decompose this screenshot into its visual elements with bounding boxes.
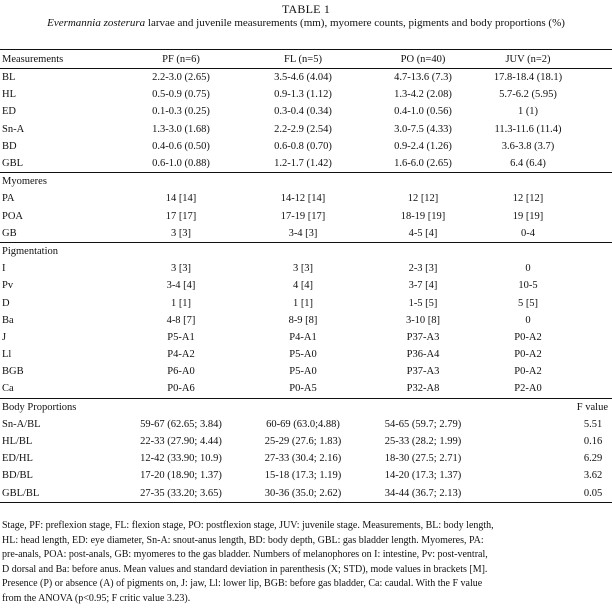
- cell-pf: 17 [17]: [165, 210, 197, 222]
- row-label: BD: [2, 140, 17, 152]
- cell-juv: 1 (1): [517, 106, 539, 118]
- cell-fl: 25-29 (27.6; 1.83): [264, 436, 342, 448]
- cell-juv: 0-4: [521, 227, 535, 239]
- cell-juv: 5 [5]: [517, 297, 539, 309]
- footnote-line: from the ANOVA (p<0.95; F critic value 3.23).: [2, 592, 191, 604]
- cell-pf: 0.6-1.0 (0.88): [152, 158, 210, 170]
- cell-fl: 0.3-0.4 (0.34): [274, 106, 332, 118]
- cell-juv: P2-A0: [514, 383, 542, 395]
- cell-fl: P5-A0: [289, 366, 317, 378]
- cell-empty: [574, 380, 612, 398]
- row-label: ED: [2, 106, 16, 118]
- cell-pf: 12-42 (33.90; 10.9): [140, 453, 222, 465]
- cell-empty: [574, 121, 612, 138]
- cell-po: 3-7 [4]: [408, 280, 438, 292]
- row-label: Ba: [2, 314, 14, 326]
- cell-po: 0.9-2.4 (1.26): [394, 140, 452, 152]
- cell-po: P37-A3: [406, 366, 440, 378]
- cell-po: 4.7-13.6 (7.3): [394, 72, 452, 84]
- section-proportions-title: Body Proportions: [0, 398, 574, 416]
- section-myomeres: [0, 173, 612, 191]
- cell-empty: [574, 312, 612, 329]
- row-label: Ll: [2, 349, 12, 361]
- cell-pf: P5-A1: [167, 331, 195, 343]
- row-label: GBL: [2, 158, 23, 170]
- table-row: [0, 138, 612, 155]
- cell-pf: 3 [3]: [170, 263, 192, 275]
- cell-pf: 3 [3]: [170, 227, 192, 239]
- cell-po: 1-5 [5]: [408, 297, 438, 309]
- cell-empty: [482, 467, 574, 484]
- cell-juv: 10-5: [518, 280, 538, 292]
- cell-po: 18-19 [19]: [400, 210, 446, 222]
- cell-pf: 3-4 [4]: [166, 280, 196, 292]
- cell-juv: 12 [12]: [512, 193, 544, 205]
- cell-empty: [574, 190, 612, 207]
- cell-po: 25-33 (28.2; 1.99): [384, 436, 462, 448]
- header-juv: JUV (n=2): [482, 50, 574, 69]
- cell-empty: [574, 277, 612, 294]
- cell-po: 4-5 [4]: [408, 227, 438, 239]
- header-po: PO (n=40): [364, 50, 482, 69]
- cell-f: 5.51: [583, 418, 603, 430]
- cell-fl: 27-33 (30.4; 2.16): [264, 453, 342, 465]
- header-row: [0, 50, 612, 69]
- cell-po: P32-A8: [406, 383, 440, 395]
- table-row: [0, 363, 612, 380]
- cell-fl: 4 [4]: [292, 280, 314, 292]
- data-table: [0, 49, 612, 503]
- row-label: Ca: [2, 383, 14, 395]
- row-label: J: [2, 331, 7, 343]
- table-caption: [0, 17, 612, 29]
- cell-empty: [574, 103, 612, 120]
- cell-fl: 0.9-1.3 (1.12): [274, 89, 332, 101]
- cell-empty: [574, 294, 612, 311]
- row-label: BGB: [2, 366, 24, 378]
- table-row: [0, 450, 612, 467]
- cell-fl: 3.5-4.6 (4.04): [274, 72, 332, 84]
- caption-species: Evermannia zosterura: [47, 17, 146, 29]
- cell-fl: 17-19 [17]: [280, 210, 326, 222]
- cell-po: 3-10 [8]: [405, 314, 441, 326]
- cell-fl: 14-12 [14]: [280, 193, 326, 205]
- row-label: Sn-A: [2, 123, 25, 135]
- cell-po: 0.4-1.0 (0.56): [394, 106, 452, 118]
- row-label: ED/HL: [2, 453, 33, 465]
- table-row: [0, 294, 612, 311]
- cell-juv: 3.6-3.8 (3.7): [501, 140, 555, 152]
- cell-po: 1.6-6.0 (2.65): [394, 158, 452, 170]
- row-label: GB: [2, 227, 17, 239]
- cell-pf: 2.2-3.0 (2.65): [152, 72, 210, 84]
- table-row: [0, 103, 612, 120]
- cell-empty: [574, 138, 612, 155]
- cell-pf: 0.5-0.9 (0.75): [152, 89, 210, 101]
- table-row: [0, 155, 612, 173]
- cell-pf: 1 [1]: [170, 297, 192, 309]
- cell-po: 34-44 (36.7; 2.13): [364, 485, 482, 503]
- table-title: TABLE 1: [281, 2, 331, 16]
- table-row: [0, 86, 612, 103]
- section-pigmentation-title: Pigmentation: [0, 242, 612, 260]
- row-label: I: [2, 263, 6, 275]
- cell-pf: 14 [14]: [165, 193, 197, 205]
- section-myomeres-title: Myomeres: [0, 173, 612, 191]
- cell-fl: 2.2-2.9 (2.54): [274, 123, 332, 135]
- cell-empty: [574, 346, 612, 363]
- footnote-line: Presence (P) or absence (A) of pigments on, J: jaw, Ll: lower lip, BGB: before gas bladder, Ca: caudal. With the F value: [2, 578, 483, 590]
- table-body: [0, 69, 612, 503]
- row-label: GBL/BL: [0, 485, 120, 503]
- cell-fl: 3-4 [3]: [288, 227, 318, 239]
- cell-empty: [574, 363, 612, 380]
- row-label: D: [2, 297, 10, 309]
- cell-po: 1.3-4.2 (2.08): [394, 89, 452, 101]
- table-row: [0, 190, 612, 207]
- cell-empty: [482, 433, 574, 450]
- cell-f: 6.29: [583, 453, 603, 465]
- cell-po: 12 [12]: [407, 193, 439, 205]
- cell-juv: P0-A2: [514, 349, 542, 361]
- table-row: [0, 225, 612, 243]
- table-row: [0, 416, 612, 433]
- cell-f: 0.05: [574, 485, 612, 503]
- footnote-line: D dorsal and Ba: before anus. Mean values and standard deviation in parenthesis (X; STD), mode values in brackets [M].: [2, 563, 488, 575]
- table-row: [0, 329, 612, 346]
- cell-empty: [574, 208, 612, 225]
- cell-po: 18-30 (27.5; 2.71): [384, 453, 462, 465]
- cell-fl: 30-36 (35.0; 2.62): [242, 485, 364, 503]
- cell-empty: [574, 260, 612, 277]
- row-label: PA: [2, 193, 15, 205]
- cell-empty: [574, 155, 612, 173]
- header-fl: FL (n=5): [242, 50, 364, 69]
- table-row: [0, 277, 612, 294]
- row-label: BD/BL: [2, 470, 33, 482]
- cell-po: 2-3 [3]: [408, 263, 438, 275]
- cell-fl: 1 [1]: [292, 297, 314, 309]
- cell-pf: 59-67 (62.65; 3.84): [140, 418, 222, 430]
- cell-fl: 8-9 [8]: [288, 314, 318, 326]
- cell-empty: [574, 86, 612, 103]
- cell-po: 14-20 (17.3; 1.37): [384, 470, 462, 482]
- row-label: POA: [2, 210, 24, 222]
- table-row: [0, 69, 612, 87]
- cell-fl: 60-69 (63.0;4.88): [266, 418, 340, 430]
- table-row: [0, 433, 612, 450]
- cell-empty: [574, 329, 612, 346]
- cell-juv: P0-A2: [514, 366, 542, 378]
- cell-juv: 11.3-11.6 (11.4): [494, 123, 562, 135]
- cell-fl: 1.2-1.7 (1.42): [274, 158, 332, 170]
- cell-empty: [574, 225, 612, 243]
- cell-po: P36-A4: [406, 349, 440, 361]
- cell-empty: [574, 69, 612, 87]
- footnote-line: HL: head length, ED: eye diameter, Sn-A: snout-anus length, BD: body depth, GBL: gas bladder length. Myomeres, PA:: [2, 534, 484, 546]
- cell-pf: P6-A0: [167, 366, 195, 378]
- cell-po: 54-65 (59.7; 2.79): [384, 418, 462, 430]
- cell-pf: 17-20 (18.90; 1.37): [140, 470, 222, 482]
- section-pigmentation: [0, 242, 612, 260]
- cell-fl: 0.6-0.8 (0.70): [274, 140, 332, 152]
- cell-fl: 3 [3]: [292, 263, 314, 275]
- caption-text: larvae and juvenile measurements (mm), myomere counts, pigments and body proportions (%): [147, 17, 565, 29]
- table-row: [0, 346, 612, 363]
- row-label: BL: [2, 72, 16, 84]
- cell-pf: 0.4-0.6 (0.50): [152, 140, 210, 152]
- cell-f: 3.62: [583, 470, 603, 482]
- cell-pf: 22-33 (27.90; 4.44): [140, 436, 222, 448]
- footnote: [2, 519, 606, 607]
- header-measurements: Measurements: [0, 50, 120, 69]
- row-label: HL/BL: [2, 436, 33, 448]
- table-row: [0, 380, 612, 398]
- table-row: [0, 208, 612, 225]
- table-row: [0, 467, 612, 484]
- header-empty: [574, 50, 612, 69]
- cell-po: 3.0-7.5 (4.33): [394, 123, 452, 135]
- cell-pf: 1.3-3.0 (1.68): [152, 123, 210, 135]
- cell-empty: [482, 485, 574, 503]
- row-label: Pv: [2, 280, 14, 292]
- table-row: [0, 260, 612, 277]
- table-row: [0, 312, 612, 329]
- cell-juv: 0: [525, 263, 531, 275]
- cell-juv: 6.4 (6.4): [510, 158, 546, 170]
- cell-pf: P0-A6: [167, 383, 195, 395]
- table-row: [0, 121, 612, 138]
- cell-juv: P0-A2: [514, 331, 542, 343]
- cell-pf: 27-35 (33.20; 3.65): [120, 485, 242, 503]
- section-proportions: [0, 398, 612, 416]
- header-pf: PF (n=6): [120, 50, 242, 69]
- footnote-line: pre-anals, POA: post-anals, GB: myomeres to the gas bladder. Numbers of melanophores on I: intestine, Pv: post-ventral,: [2, 549, 488, 561]
- cell-pf: 0.1-0.3 (0.25): [152, 106, 210, 118]
- fvalue-header: F value: [574, 398, 612, 416]
- cell-fl: P5-A0: [289, 349, 317, 361]
- cell-fl: P0-A5: [289, 383, 317, 395]
- cell-fl: 15-18 (17.3; 1.19): [264, 470, 342, 482]
- cell-juv: 0: [525, 314, 531, 326]
- cell-pf: P4-A2: [167, 349, 195, 361]
- cell-po: P37-A3: [406, 331, 440, 343]
- row-label: HL: [2, 89, 16, 101]
- cell-fl: P4-A1: [289, 331, 317, 343]
- cell-pf: 4-8 [7]: [166, 314, 196, 326]
- cell-f: 0.16: [583, 436, 603, 448]
- cell-empty: [482, 450, 574, 467]
- cell-juv: 17.8-18.4 (18.1): [493, 72, 563, 84]
- cell-empty: [482, 416, 574, 433]
- row-label: Sn-A/BL: [2, 418, 41, 430]
- cell-juv: 19 [19]: [512, 210, 544, 222]
- cell-juv: 5.7-6.2 (5.95): [499, 89, 557, 101]
- table-row: [0, 485, 612, 503]
- footnote-line: Stage, PF: preflexion stage, FL: flexion stage, PO: postflexion stage, JUV: juvenile stage. Measurements, BL: body length,: [2, 520, 494, 531]
